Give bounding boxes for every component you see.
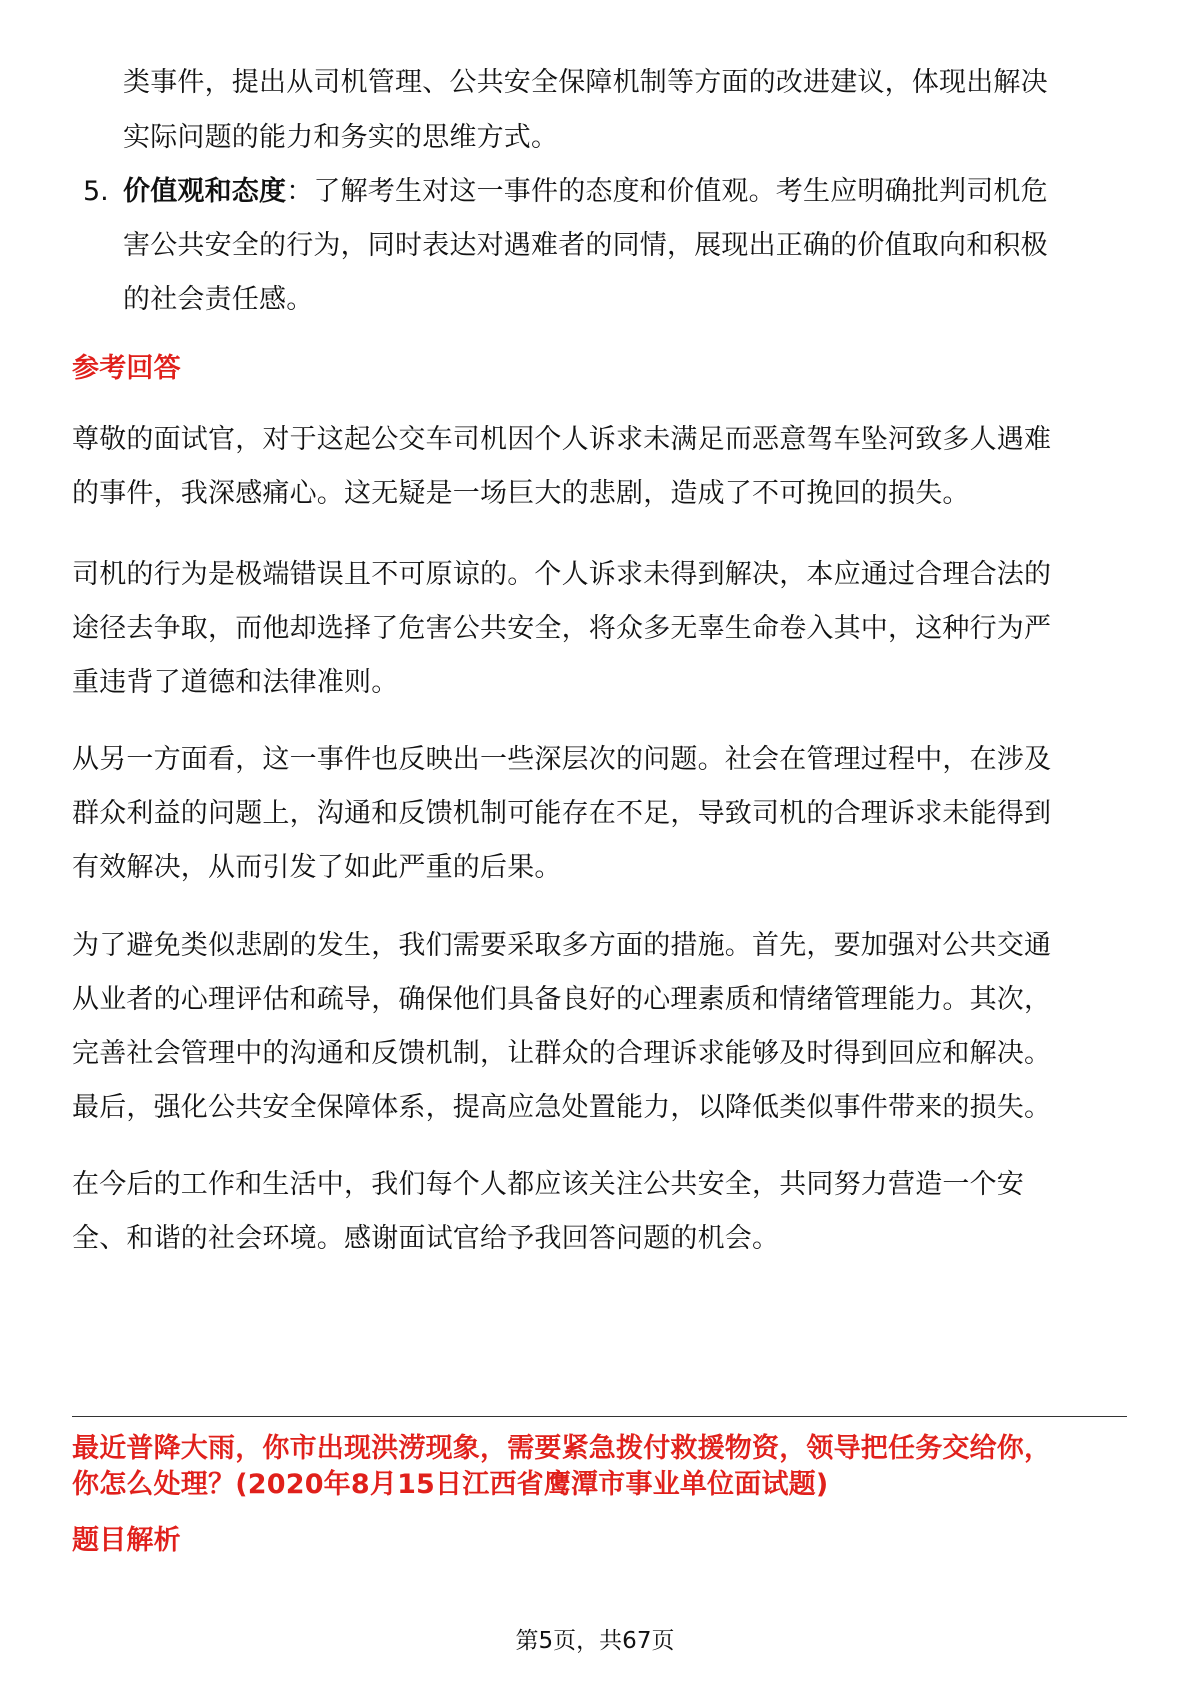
paragraph-1-line-1: 尊敬的面试官，对于这起公交车司机因个人诉求未满足而恶意驾车坠河致多人遇难 [72,424,1052,455]
item4-line-2: 实际问题的能力和务实的思维方式。 [123,122,559,153]
item5-label: 价值观和态度 [123,176,287,207]
page-number-footer: 第5页，共67页 [515,1628,675,1654]
paragraph-2-line-2: 途径去争取，而他却选择了危害公共安全，将众多无辜生命卷入其中，这种行为严 [72,613,1052,644]
section-divider [72,1416,1127,1417]
next-question-line-1: 最近普降大雨，你市出现洪涝现象，需要紧急拨付救援物资，领导把任务交给你， [72,1433,1052,1464]
paragraph-4-line-4: 最后，强化公共安全保障体系，提高应急处置能力，以降低类似事件带来的损失。 [72,1092,1052,1123]
item5-line-1 [123,175,1048,209]
item5-line1-text: ：了解考生对这一事件的态度和价值观。考生应明确批判司机危 [286,176,1048,207]
paragraph-3-line-1: 从另一方面看，这一事件也反映出一些深层次的问题。社会在管理过程中，在涉及 [72,744,1052,775]
paragraph-5-line-2: 全、和谐的社会环境。感谢面试官给予我回答问题的机会。 [72,1223,780,1254]
analysis-heading: 题目解析 [72,1525,181,1556]
paragraph-2-line-3: 重违背了道德和法律准则。 [72,667,399,698]
paragraph-4-line-1: 为了避免类似悲剧的发生，我们需要采取多方面的措施。首先，要加强对公共交通 [72,930,1052,961]
item4-line-1: 类事件，提出从司机管理、公共安全保障机制等方面的改进建议，体现出解决 [123,67,1048,98]
next-question-line-2: 你怎么处理？(2020年8月15日江西省鹰潭市事业单位面试题) [72,1469,829,1500]
paragraph-4-line-2: 从业者的心理评估和疏导，确保他们具备良好的心理素质和情绪管理能力。其次， [72,984,1052,1015]
item5-line-2: 害公共安全的行为，同时表达对遇难者的同情，展现出正确的价值取向和积极 [123,230,1048,261]
paragraph-4-line-3: 完善社会管理中的沟通和反馈机制，让群众的合理诉求能够及时得到回应和解决。 [72,1038,1052,1069]
item5-line-3: 的社会责任感。 [123,284,314,315]
paragraph-3-line-3: 有效解决，从而引发了如此严重的后果。 [72,852,562,883]
paragraph-3-line-2: 群众利益的问题上，沟通和反馈机制可能存在不足，导致司机的合理诉求未能得到 [72,798,1052,829]
reference-answer-heading: 参考回答 [72,353,181,384]
paragraph-1-line-2: 的事件，我深感痛心。这无疑是一场巨大的悲剧，造成了不可挽回的损失。 [72,478,970,509]
paragraph-5-line-1: 在今后的工作和生活中，我们每个人都应该关注公共安全，共同努力营造一个安 [72,1169,1024,1200]
paragraph-2-line-1: 司机的行为是极端错误且不可原谅的。个人诉求未得到解决，本应通过合理合法的 [72,559,1052,590]
item5-number: 5. [83,176,109,207]
